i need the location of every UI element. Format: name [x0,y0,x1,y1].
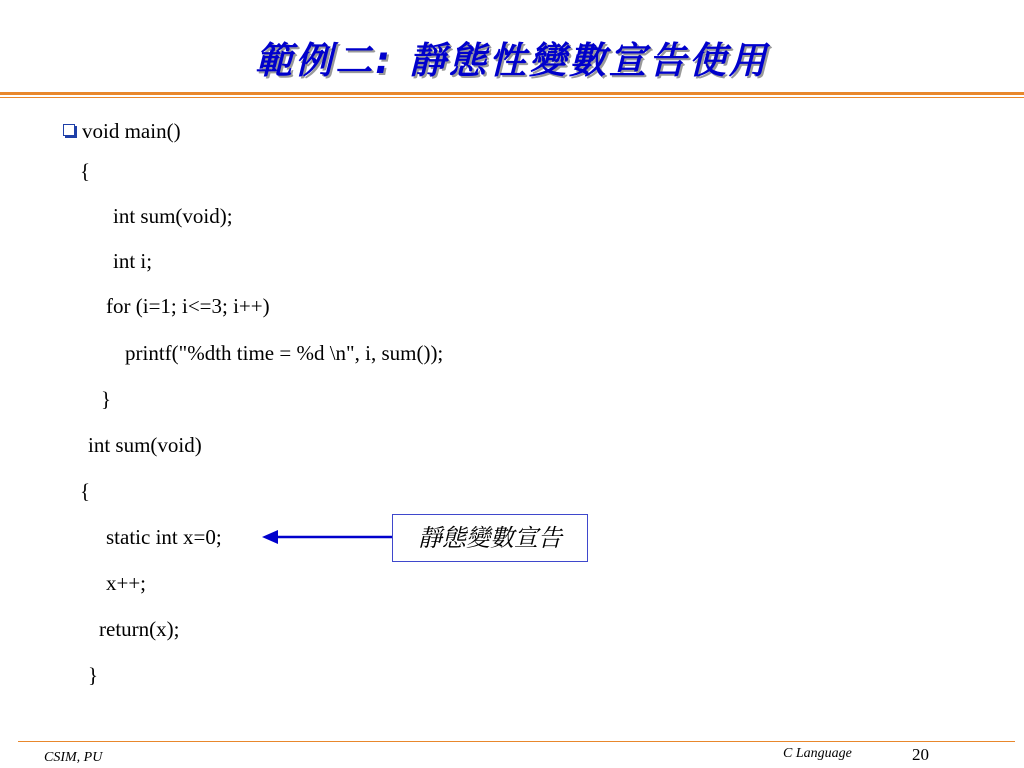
footer-divider [18,741,1015,742]
code-line: int i; [113,249,153,273]
pointer-arrow-icon [262,529,394,545]
code-line: } [88,663,99,687]
code-line: static int x=0; [106,525,222,549]
code-line: for (i=1; i<=3; i++) [106,294,270,318]
code-line: { [80,479,91,503]
title-divider-thin [0,97,1024,98]
code-line: } [101,387,112,411]
static-variable-callout: 靜態變數宣告 [392,514,588,562]
code-line: { [80,159,91,183]
title-divider [0,92,1024,95]
code-line: x++; [106,571,147,595]
code-line: int sum(void) [88,433,202,457]
code-line: void main() [82,119,181,143]
page-number: 20 [912,745,929,764]
footer-course: C Language [783,746,852,761]
slide-title: 範例二: 靜態性變數宣告使用 [255,39,769,82]
footer-organization: CSIM, PU [44,750,103,765]
square-bullet-icon [63,124,75,136]
code-line: int sum(void); [113,204,233,228]
code-line: return(x); [99,617,180,641]
code-line: printf("%dth time = %d \n", i, sum()); [125,341,444,365]
